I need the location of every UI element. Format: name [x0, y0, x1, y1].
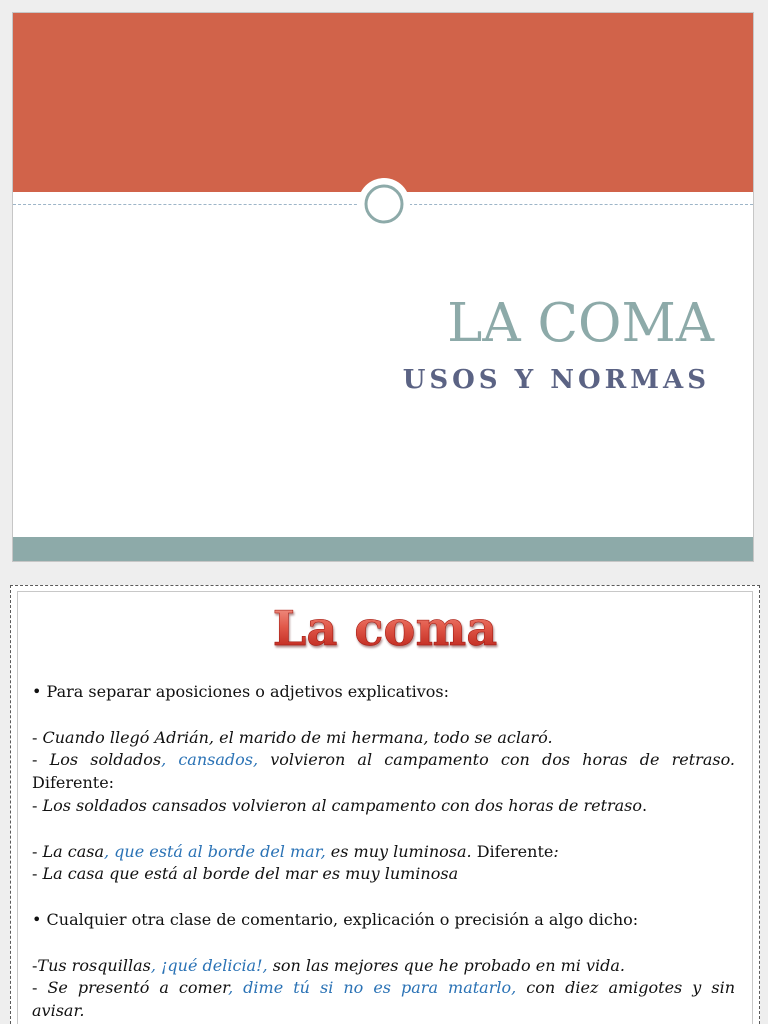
slide-1	[12, 12, 754, 562]
example-line	[32, 863, 735, 886]
slide-2-frame	[17, 591, 753, 1024]
example-note: Diferente	[471, 841, 554, 861]
footer-band	[13, 537, 753, 561]
example-dash: -	[32, 978, 48, 998]
example-text: Cuando llegó Adrián, el marido de mi hermana, todo se aclaró.	[42, 727, 553, 747]
example-line	[32, 772, 735, 795]
example-dash: -	[32, 750, 50, 770]
slide-2-header	[18, 601, 752, 657]
example-line	[32, 727, 735, 750]
example-highlight: , dime tú si no es para matarlo,	[228, 978, 517, 998]
example-line	[32, 955, 735, 978]
example-dash: -	[32, 795, 43, 815]
ring-ornament-icon	[354, 174, 414, 234]
example-text: Los soldados cansados volvieron al campamento con dos horas de retraso	[42, 795, 643, 815]
example-end: .	[642, 795, 648, 815]
slide-2	[10, 585, 760, 1024]
header-band	[13, 13, 753, 192]
example-line	[32, 795, 735, 818]
example-line	[32, 749, 735, 772]
slide-2-title: La coma	[272, 601, 498, 657]
example-text: Se presentó a comer	[47, 978, 229, 998]
example-dash: -	[32, 864, 43, 884]
rule-heading: • Para separar aposiciones o adjetivos explicativos:	[32, 682, 450, 701]
example-dash: -	[32, 955, 38, 975]
example-text: Los soldados	[49, 750, 162, 770]
example-text: La casa	[42, 841, 104, 861]
slide-2-body	[32, 681, 735, 1023]
example-line	[32, 1000, 735, 1023]
example-highlight: , ¡qué delicia!,	[150, 955, 268, 975]
example-text: La casa que está al borde del mar es muy luminosa	[42, 864, 459, 884]
slide-1-subtitle: USOS Y NORMAS	[402, 365, 710, 395]
example-text: volvieron al campamento con dos horas de retraso.	[258, 750, 736, 770]
example-highlight: , cansados,	[161, 750, 259, 770]
example-dash: -	[32, 727, 43, 747]
example-text: Tus rosquillas	[37, 955, 151, 975]
example-note-end: :	[553, 841, 559, 861]
example-line	[32, 977, 735, 1000]
example-highlight: , que está al borde del mar,	[104, 841, 326, 861]
example-dash: -	[32, 841, 43, 861]
slide-1-title: LA COMA	[447, 293, 714, 354]
example-text: avisar.	[32, 1001, 85, 1021]
example-text: es muy luminosa.	[325, 841, 472, 861]
example-text: con diez amigotes y sin	[516, 978, 736, 998]
example-note: Diferente:	[32, 773, 115, 793]
example-line	[32, 841, 735, 864]
rule-heading: • Cualquier otra clase de comentario, explicación o precisión a algo dicho:	[32, 909, 639, 929]
example-text: son las mejores que he probado en mi vida.	[267, 955, 626, 975]
